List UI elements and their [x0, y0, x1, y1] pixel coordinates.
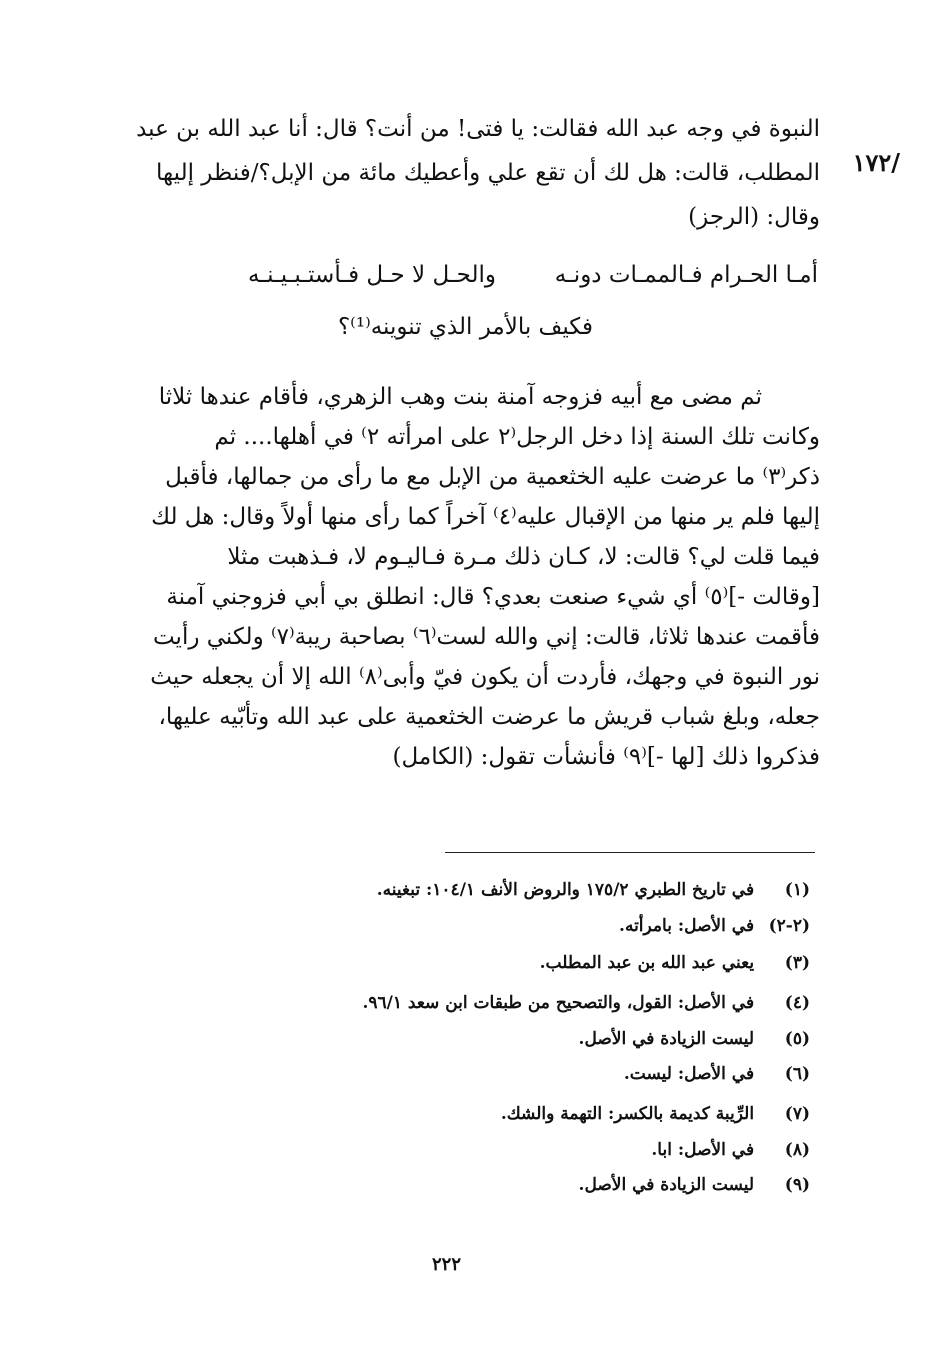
footnote-number: (١) — [784, 880, 810, 900]
footnote-number: (٢-٢) — [768, 916, 810, 936]
poem-hemistich-1: أمـا الحـرام فـالممـات دونـه — [554, 262, 818, 288]
footnote-text: ليست الزيادة في الأصل. — [578, 1029, 755, 1049]
intro-line-3: وقال: (الرجز) — [688, 204, 820, 230]
paragraph-line-3: ذكر⁽٣⁾ ما عرضت عليه الخثعمية من الإبل مع ما رأى من جمالها، فأقبل — [165, 464, 820, 490]
footnote-1 — [377, 880, 810, 900]
footnote-number: (٧) — [784, 1104, 810, 1124]
footnote-text: الرِّيبة كديمة بالكسر: التهمة والشك. — [500, 1104, 755, 1124]
paragraph-line-1: ثم مضى مع أبيه فزوجه آمنة بنت وهب الزهري، فأقام عندها ثلاثا — [158, 384, 762, 410]
poem-line-2: فكيف بالأمر الذي تنوينه⁽¹⁾؟ — [337, 314, 593, 340]
footnote-number: (٦) — [784, 1064, 810, 1084]
paragraph-line-4: إليها فلم ير منها من الإقبال عليه⁽٤⁾ آخراً كما رأى منها أولاً وقال: هل لك — [151, 504, 820, 530]
paragraph-line-7: فأقمت عندها ثلاثا، قالت: إني والله لست⁽٦⁾ بصاحبة ريبة⁽٧⁾ ولكني رأيت — [152, 624, 820, 650]
footnote-number: (٤) — [784, 993, 810, 1013]
footnote-3 — [540, 953, 810, 973]
paragraph-line-8: نور النبوة في وجهك، فأردت أن يكون فيّ وأبى⁽٨⁾ الله إلا أن يجعله حيث — [150, 664, 820, 690]
footnote-text: في الأصل: القول، والتصحيح من طبقات ابن سعد ٩٦/١. — [362, 993, 755, 1013]
footnote-text: في الأصل: ليست. — [623, 1064, 755, 1084]
footnote-8 — [651, 1140, 810, 1160]
footnote-separator — [445, 852, 815, 853]
footnote-text: في الأصل: بامرأته. — [619, 916, 755, 936]
paragraph-line-6: [وقالت -]⁽٥⁾ أي شيء صنعت بعدي؟ قال: انطلق بي أبي فزوجني آمنة — [166, 584, 820, 610]
footnote-9 — [579, 1175, 810, 1195]
footnote-number: (٨) — [784, 1140, 810, 1160]
poem-hemistich-2: والحـل لا حـل فـأستـبـيـنـه — [248, 262, 496, 288]
footnote-number: (٩) — [784, 1175, 810, 1195]
footnote-text: في تاريخ الطبري ١٧٥/٢ والروض الأنف ١٠٤/١: تبغينه. — [376, 880, 755, 900]
paragraph-line-9: جعله، وبلغ شباب قريش ما عرضت الخثعمية على عبد الله وتأبّيه عليها، — [158, 704, 820, 730]
footnote-number: (٣) — [784, 953, 810, 973]
footnote-4 — [362, 993, 810, 1013]
footnote-text: يعني عبد الله بن عبد المطلب. — [539, 953, 755, 973]
paragraph-line-10: فذكروا ذلك [لها -]⁽٩⁾ فأنشأت تقول: (الكامل) — [392, 744, 820, 770]
page-number: ٢٢٢ — [432, 1254, 462, 1275]
margin-page-marker: /١٧٢ — [852, 148, 900, 177]
footnote-7 — [501, 1104, 810, 1124]
footnote-number: (٥) — [784, 1029, 810, 1049]
paragraph-line-2: وكانت تلك السنة إذا دخل الرجل⁽٢ على امرأته ٢⁾ في أهلها.... ثم — [214, 424, 820, 450]
footnote-text: ليست الزيادة في الأصل. — [578, 1175, 755, 1195]
intro-line-1: النبوة في وجه عبد الله فقالت: يا فتى! من أنت؟ قال: أنا عبد الله بن عبد — [136, 116, 820, 142]
footnote-6 — [624, 1064, 810, 1084]
footnote-text: في الأصل: ابا. — [651, 1140, 755, 1160]
footnote-5 — [579, 1029, 810, 1049]
footnote-2 — [619, 916, 810, 936]
intro-line-2: المطلب، قالت: هل لك أن تقع علي وأعطيك مائة من الإبل؟/فنظر إليها — [156, 160, 820, 186]
paragraph-line-5: فيما قلت لي؟ قالت: لا، كـان ذلك مـرة فـاليـوم لا، فـذهبت مثلا — [227, 544, 820, 570]
